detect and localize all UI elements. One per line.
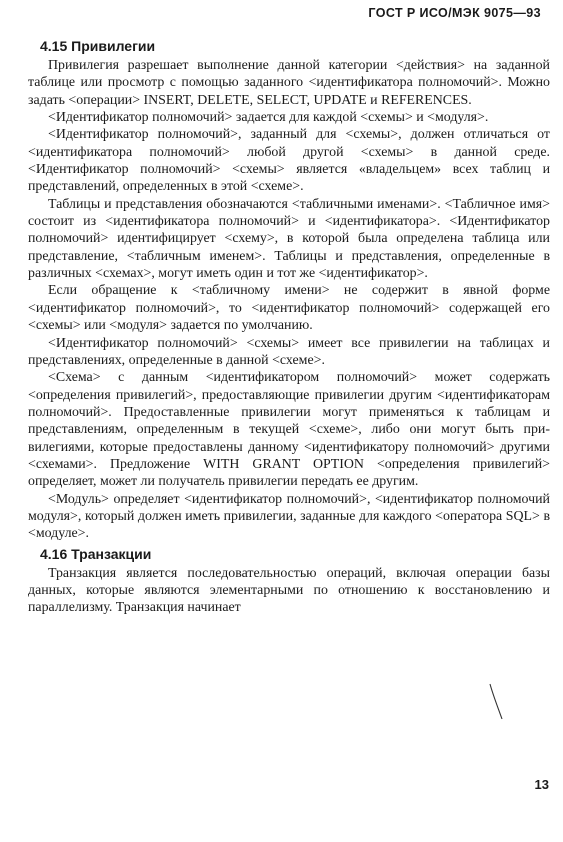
paragraph: <Идентификатор полномочий> задается для каждой <схемы> и <модуля>. [48,110,489,126]
page-number: 13 [534,777,549,792]
section-heading-privileges: 4.15 Привилегии [40,38,156,54]
page-content [28,36,550,617]
paragraph: Если обращение к <табличному имени> не содержит в явной форме <идентификатор полномочий>, то <идентификатор полномочий> содержащей его <схемы> или <модуля> задается по умолчанию. [28,283,550,334]
paragraph: <Схема> с данным <идентификатором полномочий> может содержать <определения привилегий>, предоставляющие привилегии другим <идентификаторам полномочий>. Предоставленные привилегии могут применяться к таблицам и представлениям, определенным в текущей <схеме>, либо они могут быть привилегиями, которые предоставлены данному <идентификатору полномочий> другими <схемами>. Предложение WITH GRANT OPTION <определения привилегий> определяет, может ли получатель привилегии передать ее другим. [28,370,550,490]
paragraph: <Идентификатор полномочий> <схемы> имеет все привилегии на таблицах и представлениях, определенные в данной <схеме>. [28,335,550,368]
paragraph: <Идентификатор полномочий>, заданный для <схемы>, должен отличаться от <идентификатора полномочий> любой другой <схемы> в данной среде. <Идентификатор полномочий> <схемы> является «владельцем» всех таблиц и представлений, определенных в этой <схеме>. [28,127,550,195]
paragraph: <Модуль> определяет <идентификатор полномочий>, <идентификатор полномочий модуля>, который должен иметь привилегии, заданные для каждого <оператора SQL> в <модуле>. [28,491,550,542]
pen-stroke-mark [488,683,504,721]
section-heading-transactions: 4.16 Транзакции [40,545,152,562]
running-header: ГОСТ Р ИСО/МЭК 9075—93 [368,6,541,20]
paragraph: Привилегия разрешает выполнение данной категории <действия> на заданной таблице или просмотр с помощью заданного <идентификатора полномочий>. Можно задать <операции> INSERT, DELETE, SELECT, UPDATE и REFERENCES. [28,58,550,108]
paragraph: Транзакция является последовательностью операций, включая операции базы данных, которые являются элементарными по отношению к восстановлению и параллелизму. Транзакция начинает [28,565,550,616]
paragraph: Таблицы и представления обозначаются <табличными именами>. <Табличное имя> состоит из <идентификатора полномочий> и <идентификатора>. <Идентификатор полномочий> идентифицирует <схему>, в которой была определена таблица или представление, <табличным именем>. Таблицы и представления, определенные в различных <схемах>, могут иметь один и тот же <идентификатор>. [28,196,550,282]
